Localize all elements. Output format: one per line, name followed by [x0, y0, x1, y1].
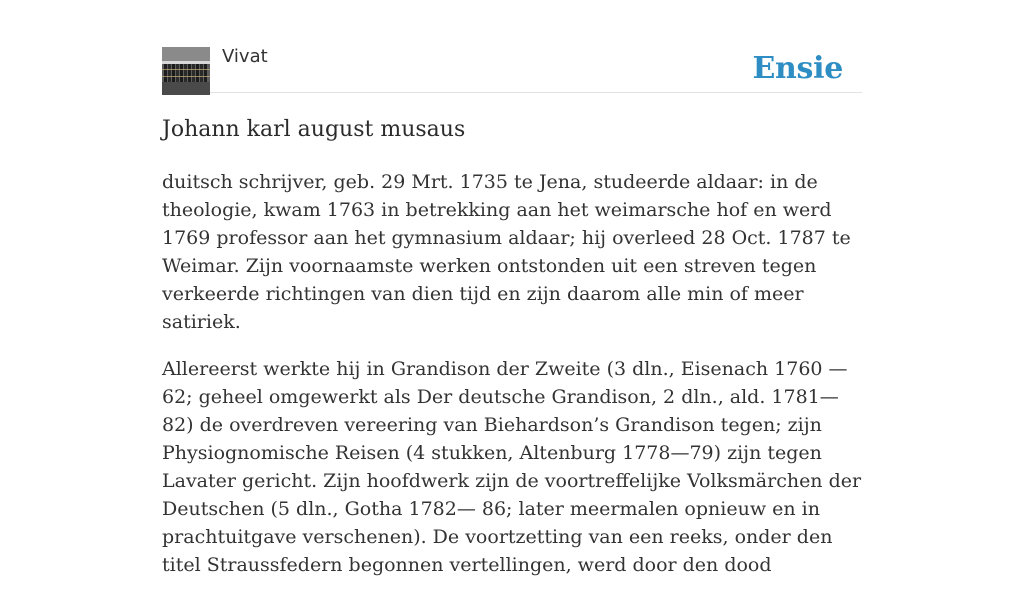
article-paragraph: duitsch schrijver, geb. 29 Mrt. 1735 te Jena, studeerde aldaar: in de theologie, kwam 1763 in betrekking aan het weimarsche hof en werd 1769 professor aan het gymnasium aldaar; hij overleed 28 Oct. 1787 te Weimar. Zijn voornaamste werken ontstonden uit een streven tegen verkeerde richtingen van dien tijd en zijn daarom alle min of meer satiriek.	[162, 171, 851, 333]
article-page	[162, 0, 862, 576]
article-header	[162, 0, 862, 93]
book-spines-icon[interactable]	[162, 47, 210, 95]
article-title: Johann karl august musaus	[162, 117, 466, 142]
article-paragraph: Allereerst werkte hij in Grandison der Zweite (3 dln., Eisenach 1760 —62; geheel omgewerkt als Der deutsche Grandison, 2 dln., ald. 1781—82) de overdreven vereering van Biehardson’s Grandison tegen; zijn Physiognomische Reisen (4 stukken, Altenburg 1778—79) zijn tegen Lavater gericht. Zijn hoofdwerk zijn de voortreffelijke Volksmärchen der Deutschen (5 dln., Gotha 1782— 86; later meermalen opnieuw en in prachtuitgave verschenen). De voortzetting van een reeks, onder den titel Straussfedern begonnen vertellingen, werd door den dood	[162, 358, 862, 576]
site-logo[interactable]: Ensie	[752, 51, 843, 86]
source-name[interactable]: Vivat	[222, 46, 268, 67]
article-body	[162, 168, 862, 598]
